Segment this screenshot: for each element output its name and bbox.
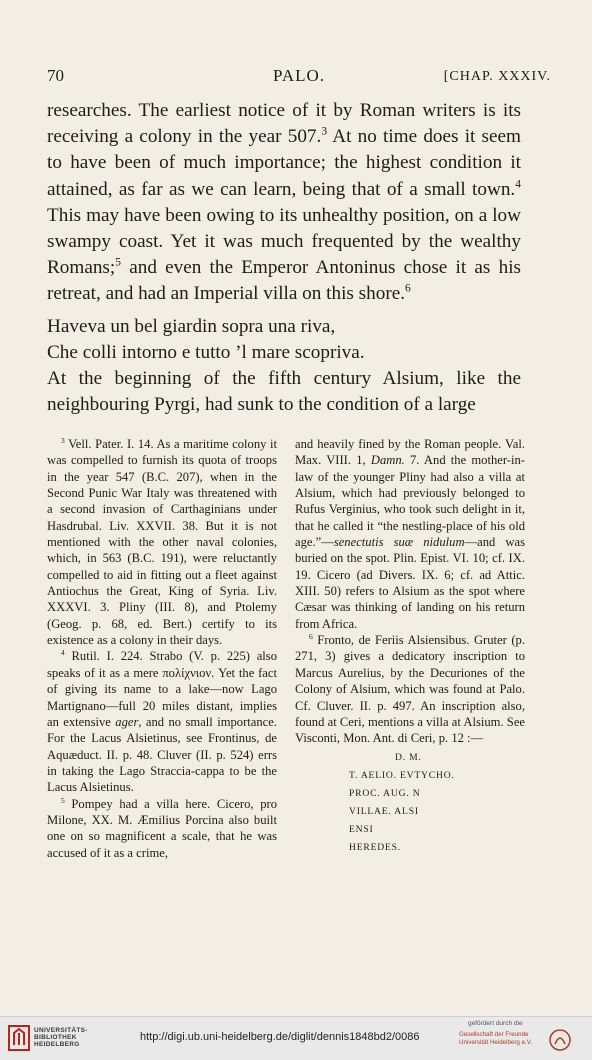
sponsor-line: Gesellschaft der Freunde — [459, 1031, 529, 1038]
inscription-line: ENSI — [349, 823, 374, 835]
greek-word: πολίχνιον — [162, 665, 212, 680]
footnote-3 — [47, 436, 277, 648]
footnote-6 — [295, 632, 525, 746]
footnote-mark: 3 — [61, 435, 65, 445]
footnote-text: Vell. Pater. I. 14. As a maritime colony it was compelled to furnish its quota of troops in the year 547 (B.C. 207), when in the Second Punic War Italy was threatened with a second invasion of Carthaginians under Hasdrubal. Liv. XXVII. 38. But it is not mentioned with the other naval colonies, which, in 563 (B.C. 191), were reluctantly compelled to aid in fitting out a fleet against Antiochus the Great, King of Syria. Liv. XXXVI. 3. Pliny (III. 8), and Ptolemy (Geog. p. 68, ed. Bert.) certify to its existence as a colony in their days. — [47, 437, 277, 648]
footnote-text: Fronto, de Feriis Alsiensibus. Gruter (p. 271, 3) gives a dedicatory inscription to Marcus Aurelius, by the Decuriones of the Colony of Alsium, which was found at Palo. Cf. Cluver. II. p. 497. An inscription also, found at Ceri, mentions a villa at Alsium. See Visconti, Mon. Ant. di Ceri, p. 12 :— — [295, 633, 525, 746]
footnote-5 — [47, 796, 277, 861]
footnote-text: Rutil. I. 224. Strabo (V. p. 225) also speaks of it as a mere — [47, 649, 277, 680]
verse-line-1: Haveva un bel giardin sopra una riva, — [47, 315, 336, 337]
footnote-ref: 3 — [321, 125, 328, 138]
sponsor-name — [459, 1031, 539, 1046]
footnote-text: . Yet the fact of giving its name to a lake—now Lago Martignano—full 20 miles distant, implies an extensive — [47, 665, 277, 729]
footnote-column-left — [47, 436, 277, 861]
footnote-text: —and was buried on the spot. Plin. Epist. VI. 10; cf. IX. 19. Cicero (ad Divers. IX. 6; cf. ad Attic. XIII. 50) refers to Alsium as the spot where Cæsar was thinking of landing on his return from Africa. — [295, 535, 526, 631]
footnotes — [47, 436, 525, 926]
paragraph-1 — [47, 98, 521, 308]
university-seal-icon — [8, 1025, 30, 1051]
footnote-text: Pompey had a villa here. Cicero, pro Milone, XX. M. Æmilius Porcina also built one on so magnificent a scale, that he was accused of it as a crime, — [47, 796, 277, 860]
library-line: UNIVERSITÄTS- — [34, 1027, 88, 1034]
inscription-line: D. M. — [395, 751, 422, 763]
footnote-column-right — [295, 436, 525, 857]
text-run: This may have been owing to its unhealthy position, on a low swampy coast. Yet it was much frequented by the wealthy Romans; — [47, 204, 521, 279]
inscription — [349, 749, 525, 857]
library-line: HEIDELBERG — [34, 1041, 80, 1049]
paragraph-2: At the beginning of the fifth century Alsium, like the neighbouring Pyrgi, had sunk to the condition of a large — [47, 368, 521, 416]
footnote-text: 7. And the mother-in-law of the younger Pliny had also a villa at Alsium, which had previously belonged to Rufus Verginius, who took such delight in it, that he called it “the nestling-place of his old age.”— — [295, 453, 525, 550]
sponsor-line: Universität Heidelberg e.V. — [459, 1038, 533, 1046]
main-text — [47, 98, 521, 418]
footnote-mark: 5 — [61, 795, 65, 805]
inscription-line: PROC. AUG. N — [349, 787, 421, 799]
latin-word: ager — [115, 714, 139, 729]
university-library-label — [34, 1027, 88, 1049]
footnote-mark: 6 — [309, 631, 313, 641]
sponsor-logo-icon — [548, 1027, 572, 1053]
footnote-text: , and no small importance. For the Lacus Alsietinus, see Frontinus, de Aquæduct. II. p. 48. Cluver (II. p. 524) errs in taking the Lago Straccia-cappa to be the Lacus Alsietinus. — [47, 714, 277, 795]
running-head — [47, 66, 551, 88]
footnote-mark: 4 — [61, 648, 65, 658]
footnote-ref: 6 — [405, 283, 411, 296]
footnote-ref: 5 — [115, 256, 121, 269]
verse-line-2: Che colli intorno e tutto ’l mare scopriva. — [47, 341, 365, 363]
footnote-ref: 4 — [515, 178, 521, 191]
running-title: PALO. — [272, 66, 326, 85]
latin-quote: senectutis suæ nidulum — [333, 535, 465, 550]
sponsor-label: gefördert durch die — [468, 1020, 523, 1027]
page-number: 70 — [47, 66, 64, 85]
permalink-url[interactable]: http://digi.ub.uni-heidelberg.de/diglit/dennis1848bd2/0086 — [140, 1031, 420, 1043]
viewer-footer — [0, 1016, 592, 1060]
text-run: At no time does it seem to have been of much importance; the highest condition it attained, as far as we can learn, being that of a small town. — [47, 126, 521, 200]
library-line: BIBLIOTHEK — [34, 1034, 77, 1042]
inscription-line: VILLAE. ALSI — [349, 805, 419, 817]
text-run: and even the Emperor Antoninus chose it as his retreat, and had an Imperial villa on this shore. — [47, 257, 521, 305]
footnote-4 — [47, 648, 277, 795]
footnote-5-continued — [295, 436, 525, 632]
text-run: researches. The earliest notice of it by Roman writers is its receiving a colony in the year 507. — [47, 100, 521, 148]
inscription-line: HEREDES. — [349, 841, 401, 853]
latin-word: Damn. — [370, 453, 405, 468]
footnote-text: and heavily fined by the Roman people. Val. Max. VIII. 1, — [295, 437, 525, 468]
chapter-label: [CHAP. XXXIV. — [443, 69, 551, 84]
inscription-line: T. AELIO. EVTYCHO. — [349, 769, 455, 781]
